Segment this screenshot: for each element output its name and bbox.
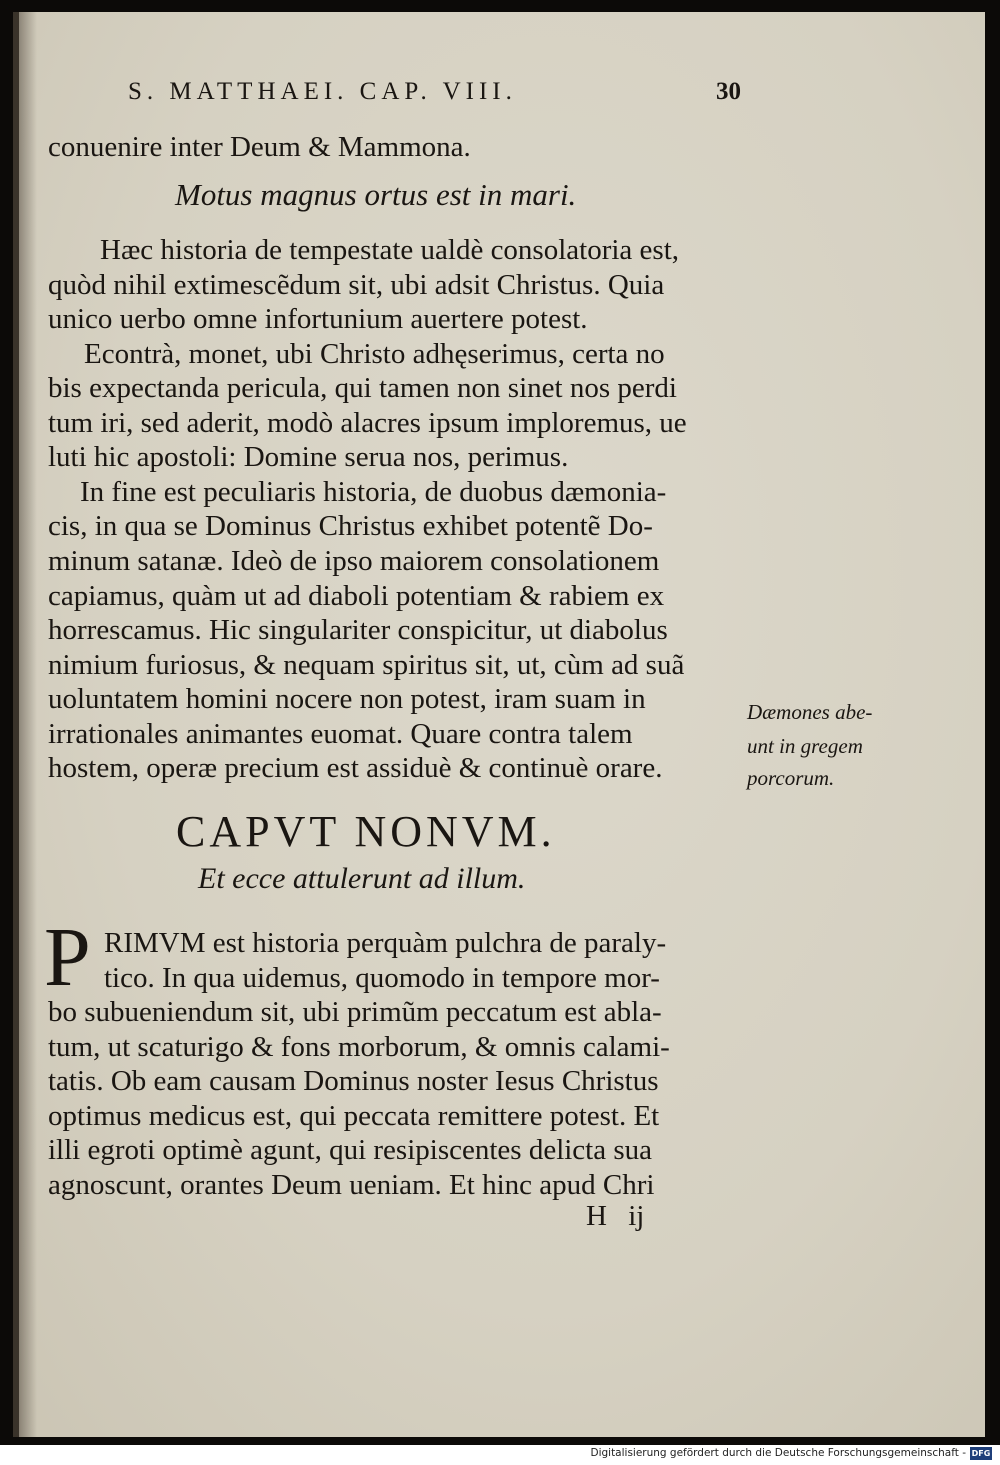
folio-number: 30 [716,78,741,105]
text-line: minum satanæ. Ideò de ipso maiorem consolationem [48,545,660,577]
text-line: nimium furiosus, & nequam spiritus sit, ut, cùm ad suã [48,649,685,681]
signature-mark: H ij [586,1200,645,1232]
text-line: irrationales animantes euomat. Quare contra talem [48,718,633,750]
text-line: tatis. Ob eam causam Dominus noster Iesus Christus [48,1065,659,1097]
text-line: agnoscunt, orantes Deum ueniam. Et hinc apud Chri [48,1169,655,1201]
running-head: S. MATTHAEI. CAP. VIII. [128,78,517,105]
text-line: In fine est peculiaris historia, de duobus dæmonia- [80,476,667,508]
text-line: RIMVM est historia perquàm pulchra de paraly- [104,927,667,959]
text-line: tico. In qua uidemus, quomodo in tempore mor- [104,962,660,994]
text-line: horrescamus. Hic singulariter conspicitur, ut diabolus [48,614,668,646]
dfg-logo-icon: DFG [971,1449,991,1458]
text-line: luti hic apostoli: Domine serua nos, perimus. [48,441,569,473]
marginal-note-line: unt in gregem [747,734,863,758]
text-line: bo subueniendum sit, ubi primũm peccatum est abla- [48,996,662,1028]
drop-cap: P [44,911,91,1004]
text-line: quòd nihil extimescẽdum sit, ubi adsit Christus. Quia [48,269,665,301]
text-line: uoluntatem homini nocere non potest, iram suam in [48,683,646,715]
spine-shadow [19,12,37,1437]
chapter-title: CAPVT NONVM. [176,807,556,856]
text-line: tum iri, sed aderit, modò alacres ipsum imploremus, ue [48,407,687,439]
section-heading: Motus magnus ortus est in mari. [175,177,577,212]
digitization-credit: Digitalisierung gefördert durch die Deutsche Forschungsgemeinschaft - [590,1447,966,1459]
text-line: illi egroti optimè agunt, qui resipiscentes delicta sua [48,1134,653,1166]
text-line: conuenire inter Deum & Mammona. [48,131,471,163]
text-line: Econtrà, monet, ubi Christo adhęserimus, certa no [84,338,665,370]
text-line: hostem, operæ precium est assiduè & continuè orare. [48,752,663,784]
text-line: capiamus, quàm ut ad diaboli potentiam & rabiem ex [48,580,665,612]
text-line: Hæc historia de tempestate ualdè consolatoria est, [100,234,680,266]
marginal-note-line: Dæmones abe- [747,700,873,724]
text-line: tum, ut scaturigo & fons morborum, & omnis calami- [48,1031,670,1063]
text-line: bis expectanda pericula, qui tamen non sinet nos perdi [48,372,677,404]
text-line: cis, in qua se Dominus Christus exhibet potentẽ Do- [48,510,653,542]
marginal-note-line: porcorum. [747,766,835,790]
text-line: unico uerbo omne infortunium auertere potest. [48,303,588,335]
section-heading: Et ecce attulerunt ad illum. [198,862,526,895]
text-line: optimus medicus est, qui peccata remittere potest. Et [48,1100,660,1132]
